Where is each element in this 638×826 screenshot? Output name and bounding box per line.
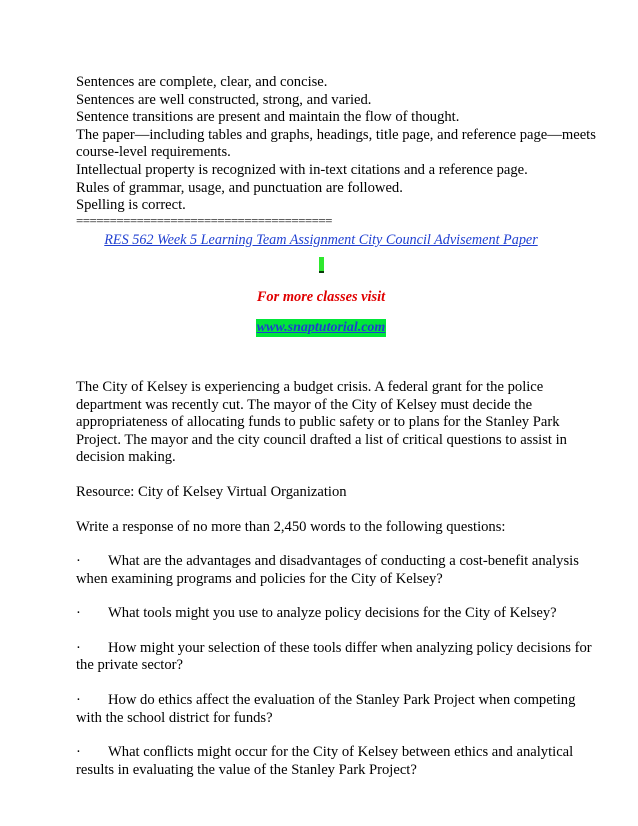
intro-paragraph <box>76 379 566 467</box>
intro-line: decision making. <box>76 449 176 466</box>
bullet-icon: · <box>76 553 81 570</box>
question-text-continued: the private sector? <box>76 657 183 674</box>
question-item <box>76 744 574 779</box>
instruction-line: Write a response of no more than 2,450 words to the following questions: <box>76 518 506 535</box>
separator-line: ====================================== <box>76 212 332 228</box>
criteria-line: Rules of grammar, usage, and punctuation are followed. <box>76 179 403 196</box>
snaptutorial-link[interactable]: www.snaptutorial.com <box>256 319 386 335</box>
criteria-line: course-level requirements. <box>76 144 231 161</box>
intro-line: Project. The mayor and the city council drafted a list of critical questions to assist in <box>76 431 567 448</box>
question-item <box>76 605 566 623</box>
highlight-mark <box>319 257 324 273</box>
more-classes-text: For more classes visit <box>256 289 386 306</box>
criteria-line: Sentence transitions are present and maintain the flow of thought. <box>76 109 460 126</box>
bullet-icon: · <box>76 744 81 761</box>
question-text-continued: when examining programs and policies for the City of Kelsey? <box>76 570 443 587</box>
criteria-line: The paper—including tables and graphs, headings, title page, and reference page—meets <box>76 126 596 143</box>
page-content <box>76 74 596 779</box>
question-text: What conflicts might occur for the City of Kelsey between ethics and analytical <box>108 744 574 761</box>
criteria-line: Sentences are well constructed, strong, and varied. <box>76 91 372 108</box>
question-text-continued: with the school district for funds? <box>76 709 273 726</box>
green-mark-row <box>76 257 566 275</box>
site-link-row <box>76 319 566 337</box>
question-item <box>76 639 592 675</box>
resource-line: Resource: City of Kelsey Virtual Organization <box>76 483 347 500</box>
question-text: What are the advantages and disadvantages of conducting a cost-benefit analysis <box>108 553 579 570</box>
question-item <box>76 553 579 588</box>
criteria-line: Sentences are complete, clear, and concise. <box>76 74 328 90</box>
bullet-icon: · <box>76 605 81 622</box>
bullet-icon: · <box>76 692 81 709</box>
criteria-list <box>76 74 596 215</box>
question-item <box>76 692 576 727</box>
bullet-icon: · <box>76 639 81 656</box>
question-text: How do ethics affect the evaluation of the Stanley Park Project when competing <box>108 692 576 709</box>
assignment-title-link[interactable]: RES 562 Week 5 Learning Team Assignment City Council Advisement Paper <box>104 231 538 248</box>
intro-line: The City of Kelsey is experiencing a budget crisis. A federal grant for the police <box>76 378 544 395</box>
question-text-continued: results in evaluating the value of the Stanley Park Project? <box>76 761 417 778</box>
criteria-line: Spelling is correct. <box>76 197 186 214</box>
intro-line: department was recently cut. The mayor of the City of Kelsey must decide the <box>76 396 533 413</box>
question-text: What tools might you use to analyze policy decisions for the City of Kelsey? <box>108 605 557 622</box>
question-text: How might your selection of these tools differ when analyzing policy decisions for <box>108 639 592 656</box>
criteria-line: Intellectual property is recognized with in-text citations and a reference page. <box>76 161 528 178</box>
intro-line: appropriateness of allocating funds to public safety or to plans for the Stanley Park <box>76 414 560 431</box>
